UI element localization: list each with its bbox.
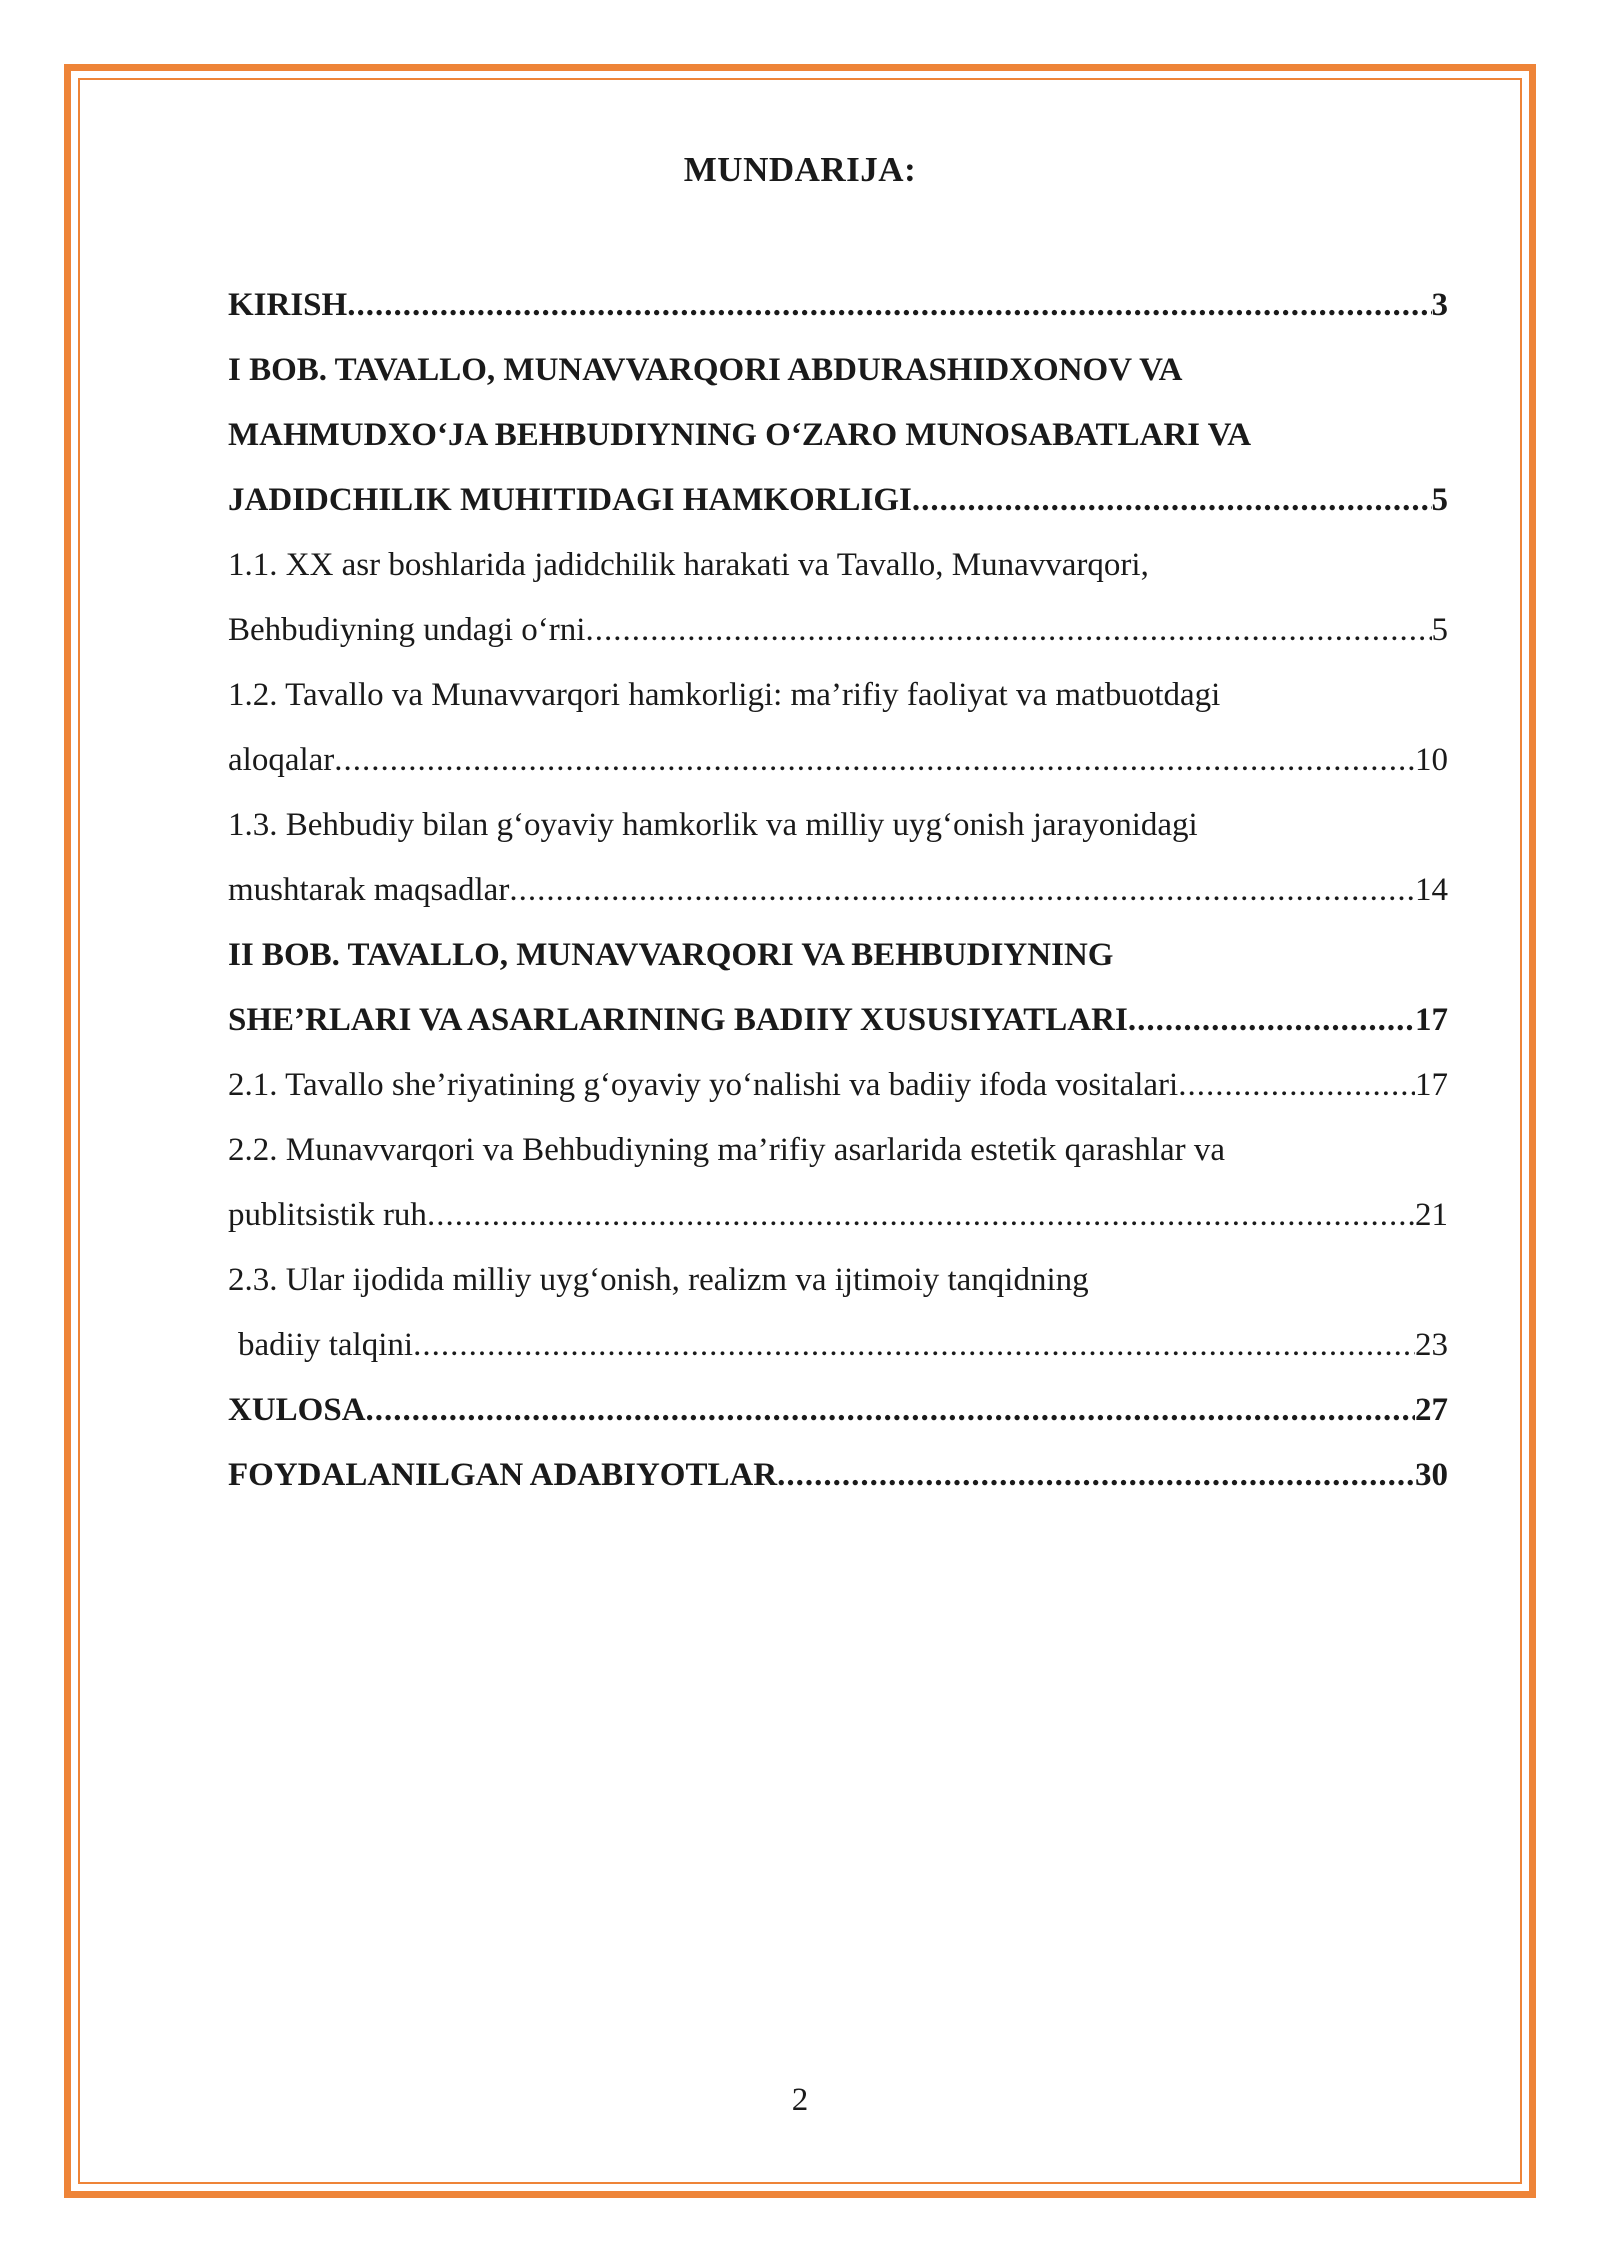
toc-leader-dots bbox=[334, 728, 1415, 793]
toc-entry-text: aloqalar bbox=[228, 742, 335, 778]
toc-entry-page: 5 bbox=[1431, 482, 1448, 518]
toc-entry-text: I BOB. TAVALLO, MUNAVVARQORI ABDURASHIDXONOV VA bbox=[228, 352, 1183, 388]
toc-entry-adabiyotlar bbox=[228, 1443, 1448, 1508]
page-number: 2 bbox=[791, 2082, 809, 2118]
toc-entry-text: 2.2. Munavvarqori va Behbudiyning ma’rifiy asarlarida estetik qarashlar va bbox=[228, 1132, 1226, 1168]
toc-entry-page: 10 bbox=[1415, 742, 1448, 778]
toc-entry-chapter-1-line-3 bbox=[228, 468, 1448, 533]
page-title: MUNDARIJA: bbox=[683, 150, 917, 189]
toc-entry-section-1-1-line-2 bbox=[228, 598, 1448, 663]
toc-entry-page: 14 bbox=[1415, 872, 1448, 908]
toc-entry-section-1-2-line-2 bbox=[228, 728, 1448, 793]
toc-entry-page: 21 bbox=[1415, 1197, 1448, 1233]
toc-entry-text: JADIDCHILIK MUHITIDAGI HAMKORLIGI bbox=[228, 482, 912, 518]
toc-leader-dots bbox=[413, 1313, 1415, 1378]
toc-leader-dots bbox=[1128, 988, 1415, 1053]
toc-entry-section-2-1 bbox=[228, 1053, 1448, 1118]
toc-entry-chapter-2-line-2 bbox=[228, 988, 1448, 1053]
toc-entry-section-2-3-line-1 bbox=[228, 1248, 1448, 1313]
toc-entry-text: XULOSA bbox=[228, 1392, 366, 1428]
toc-entry-text: 1.3. Behbudiy bilan g‘oyaviy hamkorlik va milliy uyg‘onish jarayonidagi bbox=[228, 807, 1198, 843]
toc-entry-text: publitsistik ruh bbox=[228, 1197, 427, 1233]
toc-leader-dots bbox=[427, 1183, 1415, 1248]
toc-leader-dots bbox=[1178, 1053, 1415, 1118]
toc-entry-text: badiiy talqini bbox=[238, 1327, 414, 1363]
toc-entry-chapter-1-line-1 bbox=[228, 338, 1448, 403]
toc-entry-page: 30 bbox=[1415, 1457, 1448, 1493]
toc-entry-section-1-1-line-1 bbox=[228, 533, 1448, 598]
toc-entry-page: 5 bbox=[1431, 612, 1448, 648]
toc-entry-text: 1.2. Tavallo va Munavvarqori hamkorligi: ma’rifiy faoliyat va matbuotdagi bbox=[228, 677, 1221, 713]
toc-entry-page: 17 bbox=[1415, 1002, 1448, 1038]
toc-entry-text: SHE’RLARI VA ASARLARINING BADIIY XUSUSIYATLARI bbox=[228, 1002, 1128, 1038]
toc-entry-chapter-1-line-2 bbox=[228, 403, 1448, 468]
toc-entry-chapter-2-line-1 bbox=[228, 923, 1448, 988]
toc-entry-section-1-3-line-1 bbox=[228, 793, 1448, 858]
toc-leader-dots bbox=[366, 1378, 1415, 1443]
toc-leader-dots bbox=[509, 858, 1415, 923]
toc-leader-dots bbox=[585, 598, 1431, 663]
toc-leader-dots bbox=[777, 1443, 1415, 1508]
toc-entry-section-2-2-line-2 bbox=[228, 1183, 1448, 1248]
toc-leader-dots bbox=[347, 273, 1431, 338]
toc-entry-page: 3 bbox=[1431, 287, 1448, 323]
toc-entry-page: 23 bbox=[1415, 1327, 1448, 1363]
toc-leader-dots bbox=[912, 468, 1432, 533]
toc-entry-text: mushtarak maqsadlar bbox=[228, 872, 510, 908]
toc-entry-text: Behbudiyning undagi o‘rni bbox=[228, 612, 586, 648]
toc-entry-section-2-2-line-1 bbox=[228, 1118, 1448, 1183]
toc-entry-xulosa bbox=[228, 1378, 1448, 1443]
toc-entry-text: II BOB. TAVALLO, MUNAVVARQORI VA BEHBUDIYNING bbox=[228, 937, 1114, 973]
toc-entry-section-1-2-line-1 bbox=[228, 663, 1448, 728]
toc-entry-section-1-3-line-2 bbox=[228, 858, 1448, 923]
toc-entry-text: KIRISH bbox=[228, 287, 348, 323]
toc-entry-kirish bbox=[228, 273, 1448, 338]
toc-entry-text: 2.1. Tavallo she’riyatining g‘oyaviy yo‘nalishi va badiiy ifoda vositalari bbox=[228, 1067, 1179, 1103]
table-of-contents bbox=[228, 273, 1448, 1508]
toc-entry-text: 1.1. XX asr boshlarida jadidchilik harakati va Tavallo, Munavvarqori, bbox=[228, 547, 1149, 583]
toc-entry-page: 27 bbox=[1415, 1392, 1448, 1428]
toc-entry-text: MAHMUDXO‘JA BEHBUDIYNING O‘ZARO MUNOSABATLARI VA bbox=[228, 417, 1252, 453]
toc-entry-text: FOYDALANILGAN ADABIYOTLAR bbox=[228, 1457, 778, 1493]
toc-entry-text: 2.3. Ular ijodida milliy uyg‘onish, realizm va ijtimoiy tanqidning bbox=[228, 1262, 1089, 1298]
toc-entry-section-2-3-line-2 bbox=[228, 1313, 1448, 1378]
toc-entry-page: 17 bbox=[1415, 1067, 1448, 1103]
